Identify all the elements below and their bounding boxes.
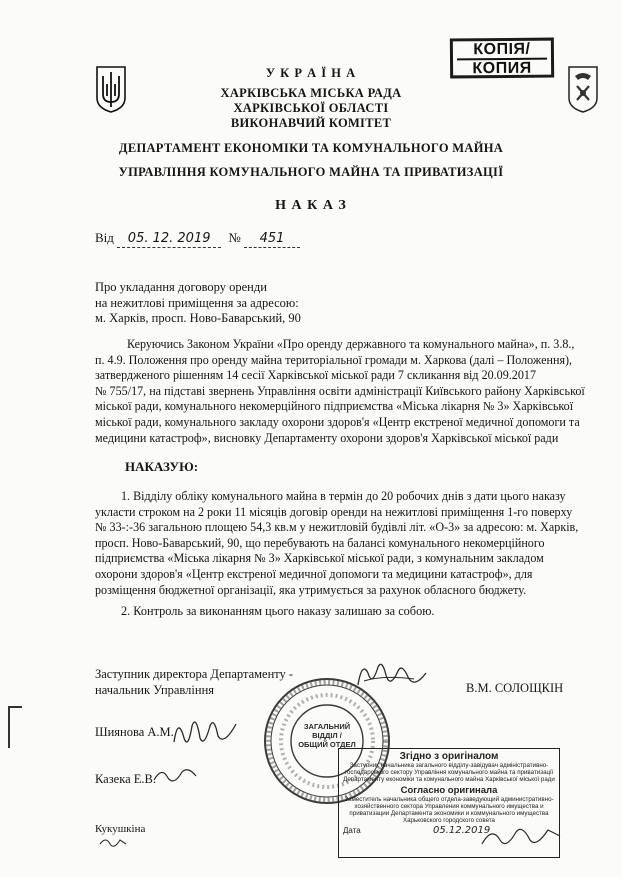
preamble-line: № 755/17, на підставі звернень Управління освіти адміністрації Київського району Харківської (95, 383, 585, 398)
order-item-2: 2. Контроль за виконанням цього наказу залишаю за собою. (121, 604, 435, 618)
order-date: 05. 12. 2019 (117, 231, 221, 248)
approval-signature (170, 712, 240, 752)
copy-stamp-line1: КОПІЯ/ (473, 40, 531, 59)
signatory-name: В.М. СОЛОЩКІН (466, 681, 564, 695)
order-item-1 (95, 489, 601, 598)
resolve-heading: НАКАЗУЮ: (125, 459, 199, 474)
approval-signature (98, 834, 128, 850)
preamble-line: Керуючись Законом України «Про оренду державного та комунального майна», п. 3.8., (127, 337, 575, 351)
margin-mark (8, 706, 22, 748)
signatory-title-line1: Заступник директора Департаменту - (95, 667, 294, 681)
header-council: ХАРКІВСЬКА МІСЬКА РАДА (220, 86, 402, 100)
preamble (95, 337, 601, 446)
preamble-line: медицини катастроф», висновку Департаменту охорони здоров'я Харківської міської ради (95, 430, 559, 445)
item1-line: № 33-:-36 загальною площею 54,3 кв.м у нежитловій будівлі літ. «О-3» за адресою: м. Харків, (95, 520, 579, 535)
copy-stamp-line2: КОПИЯ (457, 58, 547, 78)
approval-name: Шиянова А.М. (95, 725, 174, 739)
header-directorate: УПРАВЛІННЯ КОМУНАЛЬНОГО МАЙНА ТА ПРИВАТИЗАЦІЇ (118, 165, 504, 179)
subject-line: м. Харків, просп. Ново-Баварський, 90 (95, 311, 301, 325)
seal-line: ВІДДІЛ / (312, 731, 342, 740)
item1-line: підприємства «Міська лікарня № 3» Харківської міської ради, з комунальним закладом (95, 551, 544, 566)
number-label: № (228, 230, 241, 245)
seal-line: ОБЩИЙ ОТДЕЛ (298, 740, 356, 749)
original-title-ru: Согласно оригинала (400, 784, 498, 796)
preamble-line: міської ради, комунального некомерційного підприємства «Міська лікарня № 3» Харківської (95, 399, 574, 414)
original-text-ru: Заместитель начальника общего отдела-заведующий административно-хозяйственного сектора Управления коммунального имущества и приватизации Департамента экономики и коммунального имущества Харьковского городского совета (344, 795, 554, 825)
order-number: 451 (244, 231, 300, 248)
preamble-line: міської ради, комунального закладу охорони здоров'я «Центр екстреної медичної допомоги та (95, 414, 580, 429)
item1-line: 1. Відділу обліку комунального майна в термін до 20 робочих днів з дати цього наказу (121, 489, 566, 503)
item1-line: охорони здоров'я «Центр екстреної медичної допомоги та медицини катастроф», для (95, 566, 533, 581)
header-committee: ВИКОНАВЧИЙ КОМІТЕТ (230, 116, 392, 130)
seal-center-text (295, 722, 359, 749)
header-region: ХАРКІВСЬКОЇ ОБЛАСТІ (233, 101, 389, 115)
approval-name: Казека Е.В. (95, 772, 156, 786)
item1-line: укласти строком на 2 роки 11 місяців договір оренди на нежитлові приміщення 1-го поверху (95, 504, 573, 519)
from-label: Від (95, 230, 114, 245)
order-meta (95, 230, 300, 248)
approval-name: Кукушкіна (95, 823, 146, 835)
item1-line: просп. Ново-Баварський, 90, що перебувають на балансі комунального некомерційного (95, 535, 545, 550)
original-date-value: 05.12.2019 (432, 825, 491, 837)
original-title-ua: Згідно з оригіналом (399, 751, 499, 762)
doc-title: Н А К А З (275, 198, 347, 213)
original-stamp-signature (478, 822, 564, 852)
item1-line: розміщення бюджетної організації, яка утримується за рахунок обласного бюджету. (95, 582, 527, 597)
preamble-line: затвердженого рішенням 14 сесії Харківської міської ради 7 скликання від 20.09.2017 (95, 368, 536, 383)
preamble-line: п. 4.9. Положення про оренду майна територіальної громади м. Харкова (далі – Положення), (95, 352, 573, 367)
subject-line: на нежитлові приміщення за адресою: (95, 295, 299, 310)
signatory-title-line2: начальник Управління (95, 682, 215, 697)
approval-signature (152, 764, 198, 786)
subject-line: Про укладання договору оренди (95, 280, 267, 294)
seal-line: ЗАГАЛЬНИЙ (303, 722, 351, 731)
original-date-label: Дата (343, 826, 361, 836)
subject-block (95, 280, 301, 327)
header-country: У К Р А Ї Н А (265, 66, 357, 80)
original-text-ua: Заступник начальника загального відділу-завідувач адміністративно-господарського сектору Управління комунального майна та приватизації Департаменту економіки та комунального майна Харківської міської ради (343, 762, 555, 784)
header-department: ДЕПАРТАМЕНТ ЕКОНОМІКИ ТА КОМУНАЛЬНОГО МАЙНА (118, 141, 504, 155)
